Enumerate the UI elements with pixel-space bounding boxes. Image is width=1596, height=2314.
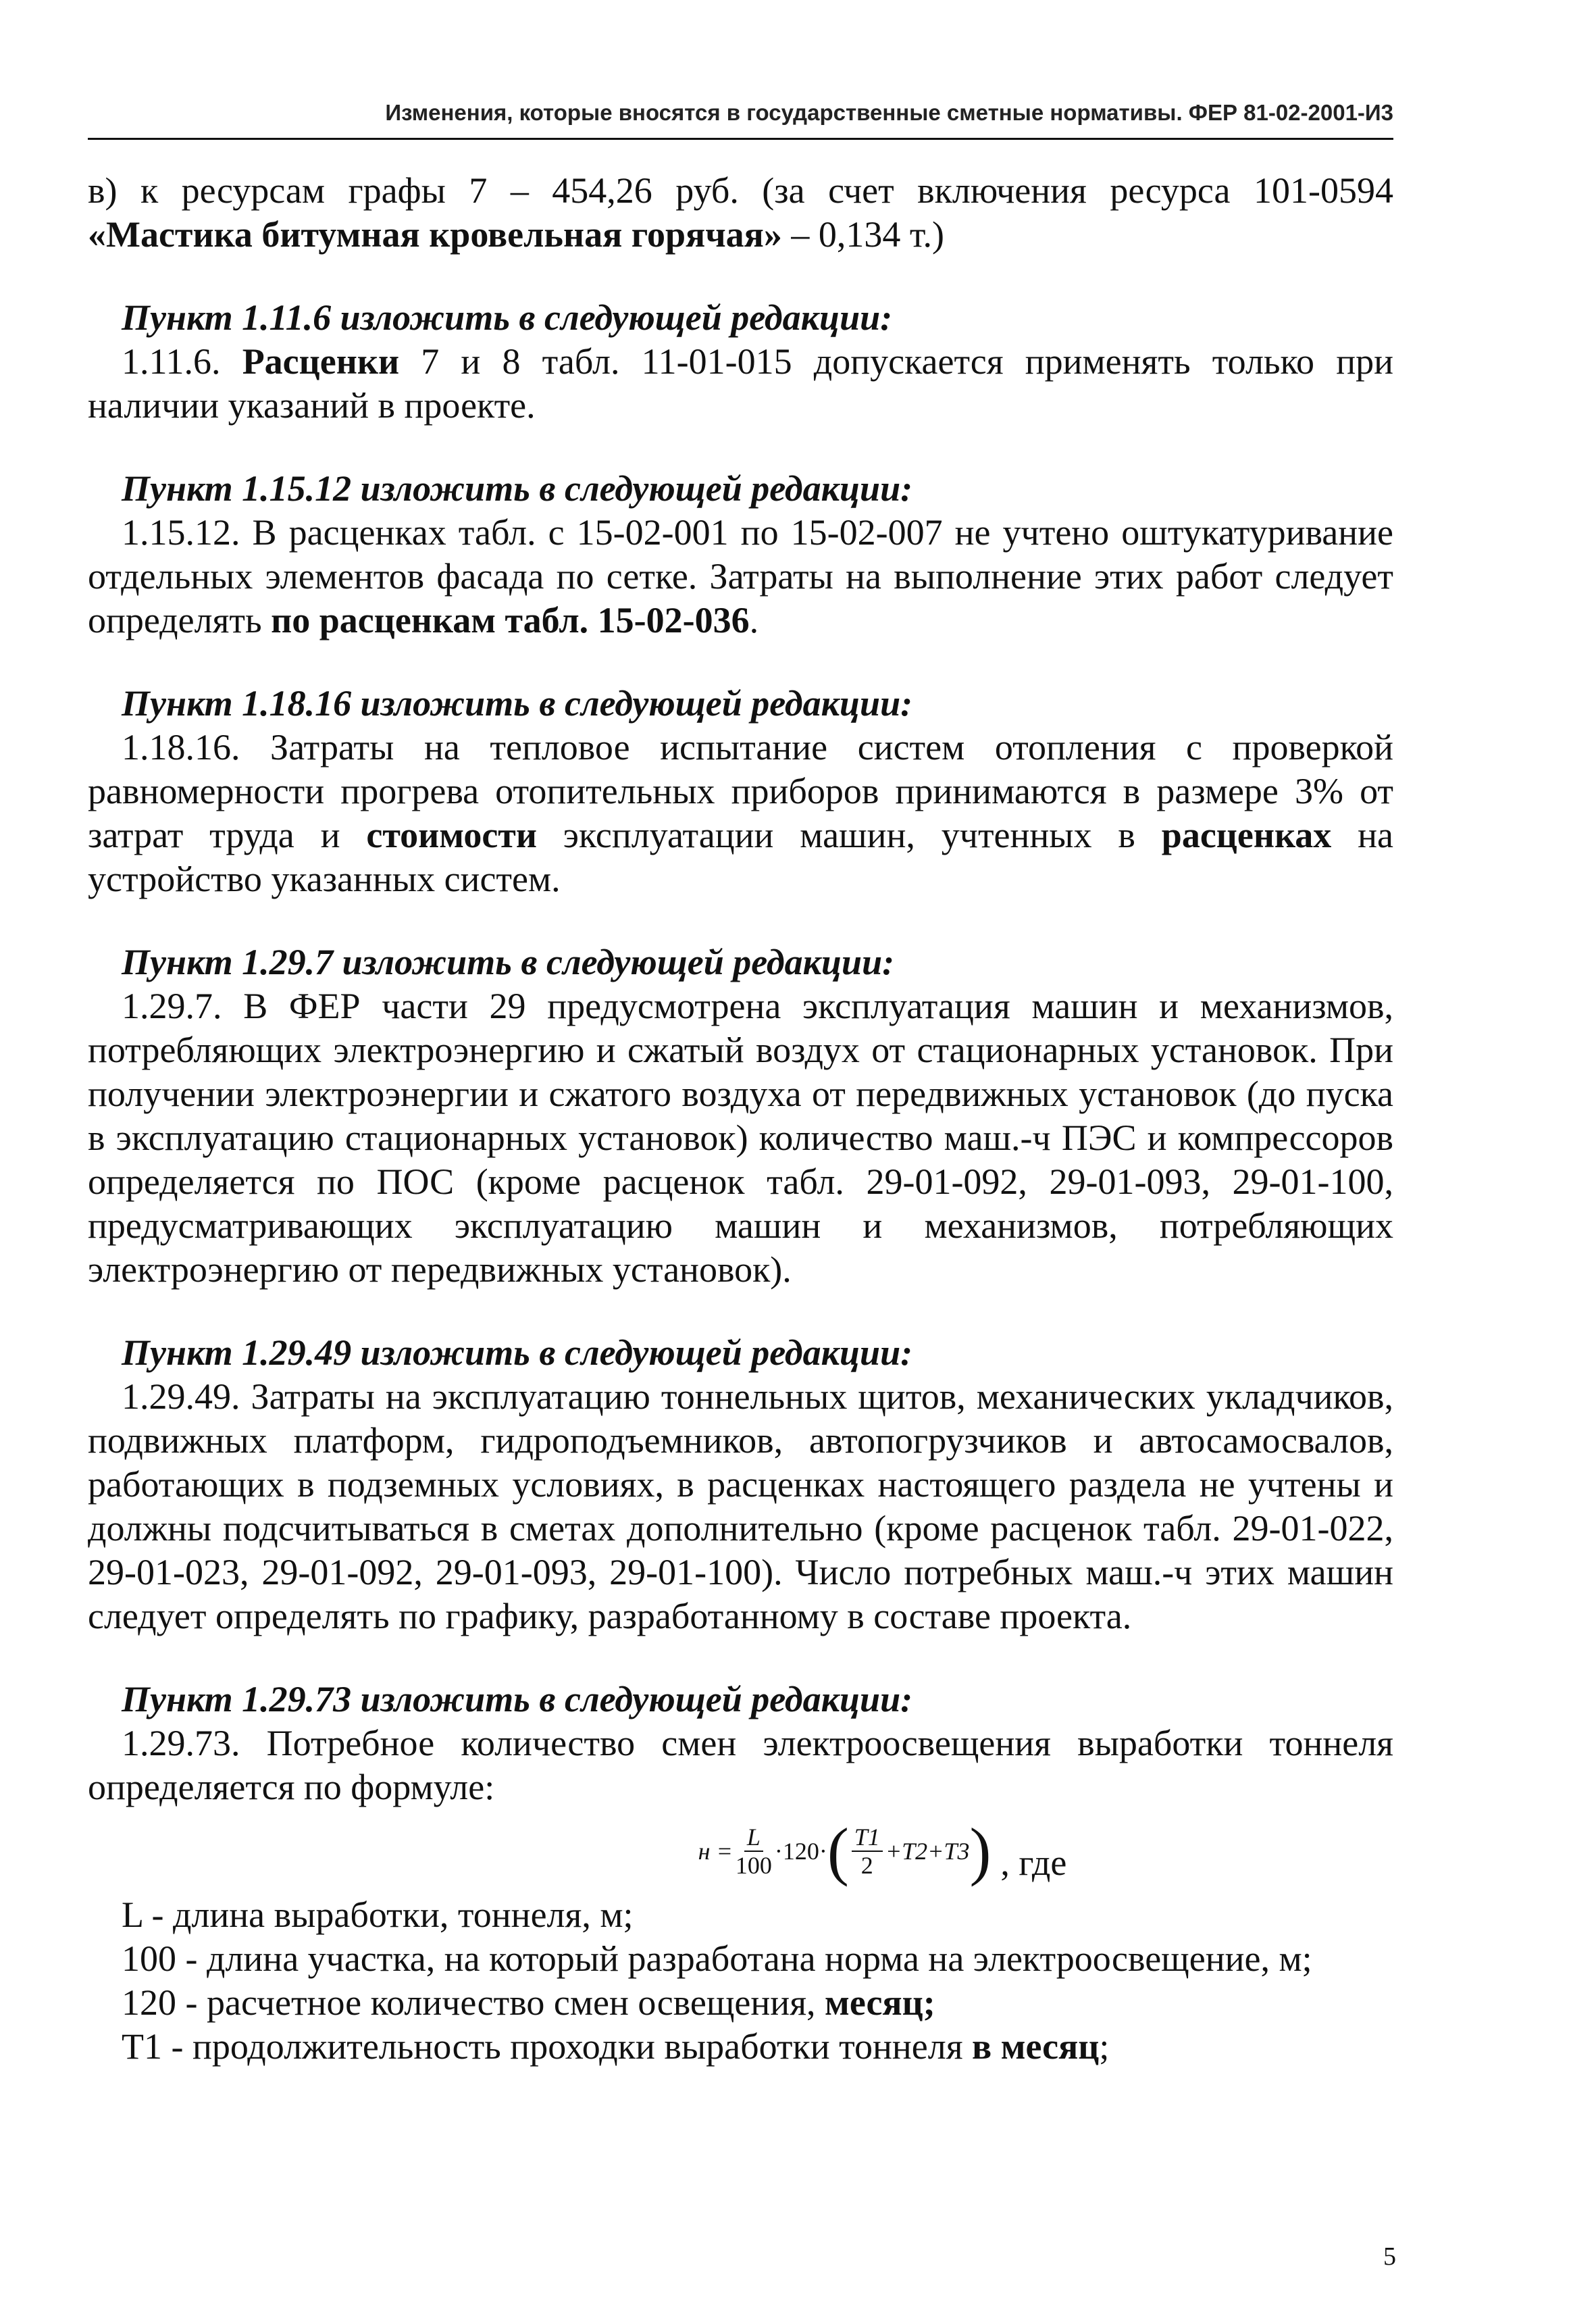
numerator: T1 xyxy=(852,1823,883,1852)
formula-block xyxy=(88,1815,1393,1887)
paragraph-1-11-6 xyxy=(88,340,1393,428)
denominator: 100 xyxy=(735,1852,772,1879)
heading-1-29-73: Пункт 1.29.73 изложить в следующей редакции: xyxy=(122,1679,913,1719)
definition-120 xyxy=(88,1981,1393,2025)
paragraph-1-29-49: 1.29.49. Затраты на эксплуатацию тоннельных щитов, механических укладчиков, подвижных платформ, гидроподъемников, автопогрузчиков и автосамосвалов, работающих в подземных условиях, в расценках настоящего раздела не учтены и должны подсчитываться в сметах дополнительно (кроме расценок табл. 29-01-022, 29-01-023, 29-01-092, 29-01-093, 29-01-100). Число потребных маш.-ч этих машин следует определять по графику, разработанному в составе проекта. xyxy=(88,1376,1393,1636)
right-paren: ) xyxy=(969,1815,992,1887)
text: Т1 - продолжительность проходки выработки тоннеля xyxy=(122,2026,973,2067)
formula-multiplier: ·120· xyxy=(774,1838,827,1865)
formula xyxy=(698,1815,1067,1887)
text: эксплуатации машин, учтенных в xyxy=(536,815,1162,855)
paragraph-1-29-73: 1.29.73. Потребное количество смен электроосвещения выработки тоннеля определяется по формуле: xyxy=(88,1723,1393,1807)
bold-text: Расценки xyxy=(242,341,400,382)
text: 120 - расчетное количество смен освещения, xyxy=(122,1982,825,2023)
definition-t1 xyxy=(88,2025,1393,2069)
formula-where: , где xyxy=(1000,1842,1067,1883)
bold-text: по расценкам табл. 15-02-036 xyxy=(271,600,750,640)
text: 1.11.6. xyxy=(122,341,242,382)
text: на устройство указанных систем. xyxy=(88,815,1393,899)
bold-text: в месяц xyxy=(972,2026,1100,2067)
left-paren: ( xyxy=(827,1815,849,1887)
definition-l xyxy=(88,1893,1393,1937)
definitions xyxy=(88,1893,1393,2069)
bold-text: месяц; xyxy=(825,1982,935,2023)
numerator: L xyxy=(744,1823,763,1852)
formula-lhs: н = xyxy=(698,1838,733,1865)
bold-text: расценках xyxy=(1161,815,1332,855)
heading-1-18-16: Пункт 1.18.16 изложить в следующей редакции: xyxy=(122,683,913,724)
paragraph-1-15-12 xyxy=(88,511,1393,643)
paragraph-1-29-7: 1.29.7. В ФЕР части 29 предусмотрена эксплуатация машин и механизмов, потребляющих электроэнергию и сжатый воздух от стационарных установок. При получении электроэнергии и сжатого воздуха от передвижных установок (до пуска в эксплуатацию стационарных установок) количество маш.-ч ПЭС и компрессоров определяется по ПОС (кроме расценок табл. 29-01-092, 29-01-093, 29-01-100, предусматривающих эксплуатацию машин и механизмов, потребляющих электроэнергию от передвижных установок). xyxy=(88,986,1393,1290)
paragraph-1-18-16 xyxy=(88,726,1393,901)
definition-100 xyxy=(88,1937,1393,1981)
text: – 0,134 т.) xyxy=(781,214,944,255)
text: L - длина выработки, тоннеля, м; xyxy=(122,1894,634,1935)
heading-1-29-49: Пункт 1.29.49 изложить в следующей редакции: xyxy=(122,1332,913,1373)
text: 1.15.12. В расценках табл. с 15-02-001 по 15-02-007 не учтено оштукатуривание отдельных элементов фасада по сетке. Затраты на выполнение этих работ следует определять xyxy=(88,512,1393,640)
heading-1-15-12: Пункт 1.15.12 изложить в следующей редакции: xyxy=(122,468,913,509)
fraction-l-100 xyxy=(736,1823,772,1879)
text: . xyxy=(749,600,759,640)
fraction-t1-2 xyxy=(852,1823,883,1879)
heading-1-11-6: Пункт 1.11.6 изложить в следующей редакции: xyxy=(122,297,893,338)
heading-1-29-7: Пункт 1.29.7 изложить в следующей редакции: xyxy=(122,942,895,982)
formula-sum: +T2+T3 xyxy=(885,1838,970,1865)
paragraph-v xyxy=(88,169,1393,257)
page-number: 5 xyxy=(1383,2242,1396,2271)
text: ; xyxy=(1099,2026,1110,2067)
denominator: 2 xyxy=(860,1852,873,1879)
bold-text: «Мастика битумная кровельная горячая» xyxy=(88,214,782,255)
document-body xyxy=(88,169,1393,2069)
bold-text: стоимости xyxy=(366,815,537,855)
text: 7 и 8 табл. 11-01-015 допускается применять только при наличии указаний в проекте. xyxy=(88,341,1394,426)
text: 100 - длина участка, на который разработана норма на электроосвещение, м; xyxy=(122,1938,1312,1979)
text: в) к ресурсам графы 7 – 454,26 руб. (за счет включения ресурса 101-0594 xyxy=(88,170,1393,211)
text: 1.18.16. Затраты на тепловое испытание систем отопления с проверкой равномерности прогрева отопительных приборов принимаются в размере 3% от затрат труда и xyxy=(88,727,1393,855)
running-header: Изменения, которые вносятся в государственные сметные нормативы. ФЕР 81-02-2001-И3 xyxy=(88,100,1393,140)
